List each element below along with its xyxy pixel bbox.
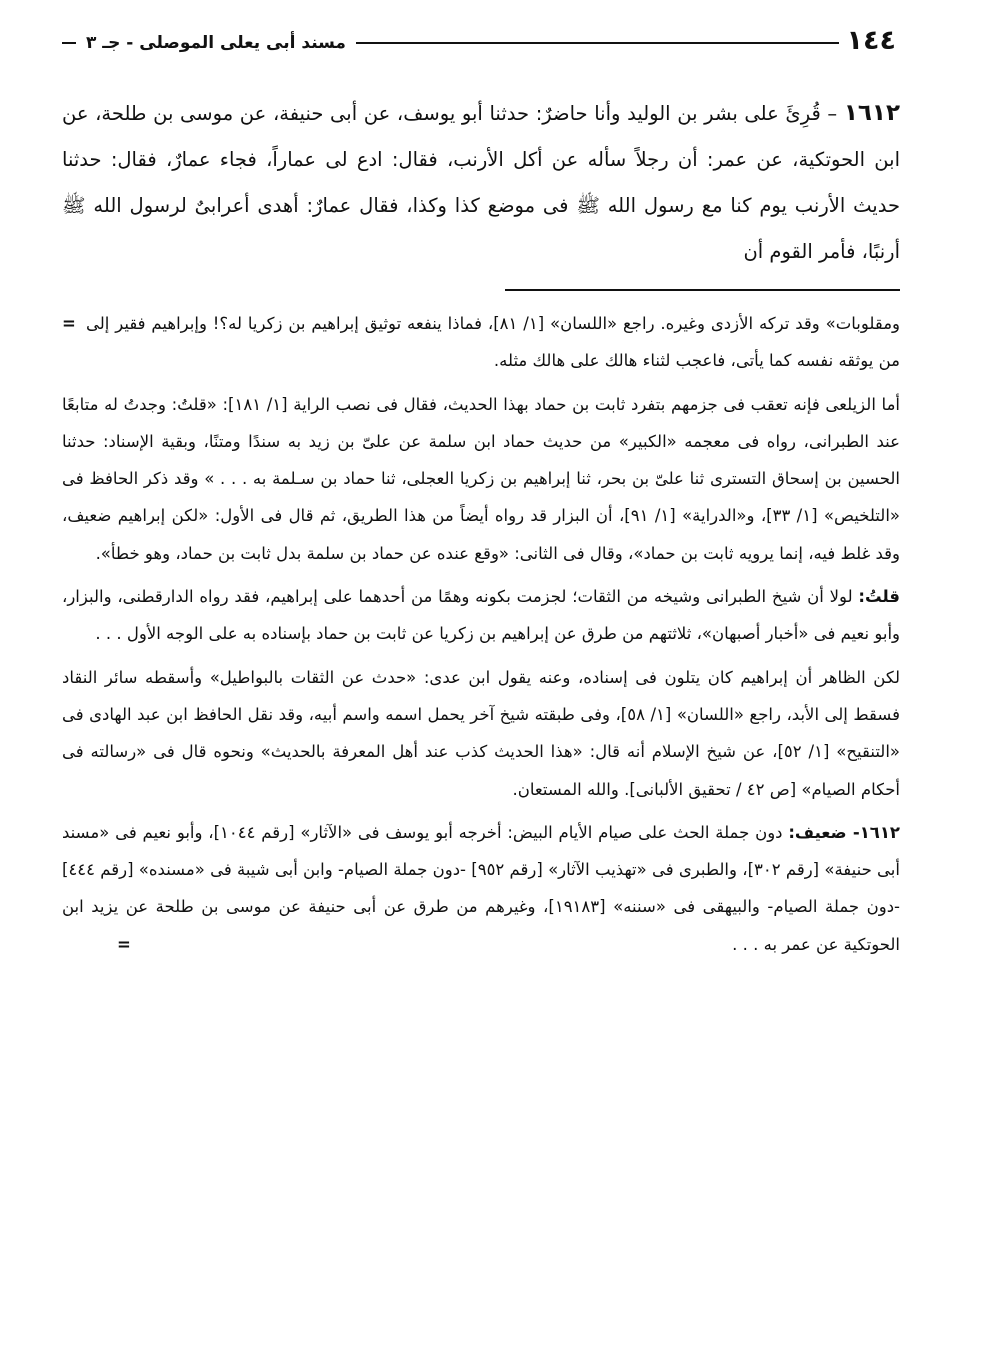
footnote-lead: قلتُ: (858, 587, 900, 607)
book-page (62, 20, 900, 969)
footnote-lead: ١٦١٢- ضعيف: (788, 822, 901, 842)
hadith-number: ١٦١٢ (843, 100, 901, 126)
running-header (62, 20, 900, 60)
footnote-paragraph (62, 578, 900, 653)
footnote-continuation (62, 305, 900, 380)
footnotes (62, 305, 900, 963)
footnote-text: لولا أن شيخ الطبرانى وشيخه من الثقات؛ لجزمت بكونه وهمًا من أحدهما على إبراهيم، فقد رواه الدارقطنى، والبزار، وأبو نعيم فى «أخبار أصبهان»، ثلاثتهم من طرق عن إبراهيم بن زكريا عن ثابت بن حماد بإسناده به على الوجه الأول . . . (62, 587, 900, 644)
hadith-text: – قُرِئَ على بشر بن الوليد وأنا حاضرٌ: حدثنا أبو يوسف، عن أبى حنيفة، عن موسى بن طلحة، عن ابن الحوتكية، عن عمر: أن رجلاً سأله عن أكل الأرنب، فقال: ادع لى عماراً، فجاء عمارٌ، فقال: حدثنا حديث الأرنب يوم كنا مع رسول الله ﷺ فى موضع كذا وكذا، فقال عمارٌ: أهدى أعرابىٌ لرسول الله ﷺ أرنبًا، فأمر القوم أن (62, 102, 900, 263)
footnote-text: أما الزيلعى فإنه تعقب فى جزمهم بتفرد ثابت بن حماد بهذا الحديث، فقال فى نصب الراية [١/ ١٨١]: «قلتُ: وجدتُ له متابعًا عند الطبرانى، رواه فى معجمه «الكبير» من حديث حماد ابن سلمة عن علىّ بن زيد به سندًا ومتنًا، وبقية الإسناد: حدثنا الحسين بن إسحاق التسترى ثنا علىّ بن بحر، ثنا إبراهيم بن زكريا العجلى، ثنا حماد بن سـلمة به . . . » وقد ذكر الحافظ فى «التلخيص» [١/ ٣٣]، و«الدراية» [١/ ٩١]، أن البزار قد رواه أيضاً من هذا الطريق، ثم قال فى الأول: «لكن إبراهيم ضعيف، وقد غلط فيه، إنما يرويه ثابت بن حماد»، وقال فى الثانى: «وقع عنده عن حماد بن سلمة بدل ثابت بن حماد، وهو خطأ». (62, 394, 900, 563)
continuation-mark: = (62, 314, 76, 333)
footnote-text: لكن الظاهر أن إبراهيم كان يتلون فى إسناده، وعنه يقول ابن عدى: «حدث عن الثقات بالبواطيل» وأسقطه سائر النقاد فسقط إلى الأبد، راجع «اللسان» [١/ ٥٨]، وفى طبقته شيخ آخر يحمل اسمه واسم أبيه، وقد نقل الحافظ ابن عبد الهادى فى «التنقيح» [١/ ٥٢]، عن شيخ الإسلام أنه قال: «هذا الحديث كذب عند أهل المعرفة بالحديث» ونحوه قال فى «رسالته فى أحكام الصيام» [ص ٤٢ / تحقيق الألبانى]. والله المستعان. (62, 667, 901, 799)
footnote-separator (505, 289, 900, 291)
page-number: ١٤٤ (839, 24, 904, 58)
continues-mark: = (117, 934, 131, 954)
footnote-takhrij (62, 814, 900, 963)
footnote-text: ومقلوبات» وقد تركه الأزدى وغيره. راجع «اللسان» [١/ ٨١]، فماذا ينفعه توثيق إبراهيم بن زكريا له؟! وإبراهيم فقير إلى من يوثقه نفسه كما يأتى، فاعجب لثناء هالك على هالك مثله. (86, 314, 900, 371)
footnote-paragraph (62, 659, 900, 808)
footnote-paragraph (62, 386, 900, 572)
footnote-text: دون جملة الحث على صيام الأيام البيض: أخرجه أبو يوسف فى «الآثار» [رقم ١٠٤٤]، وأبو نعيم فى «مسند أبى حنيفة» [رقم ٣٠٢]، والطبرى فى «تهذيب الآثار» [رقم ٩٥٢] -دون جملة الصيام- وابن أبى شيبة فى «مسنده» [رقم ٤٤٤] -دون جملة الصيام- والبيهقى فى «سننه» [١٩١٨٣]، وغيرهم من طرق عن أبى حنيفة عن موسى بن طلحة عن يزيد ابن الحوتكية عن عمر به . . . (62, 822, 900, 954)
hadith-text-block (62, 90, 900, 275)
running-title: مسند أبى يعلى الموصلى - جـ ٣ (76, 30, 356, 56)
